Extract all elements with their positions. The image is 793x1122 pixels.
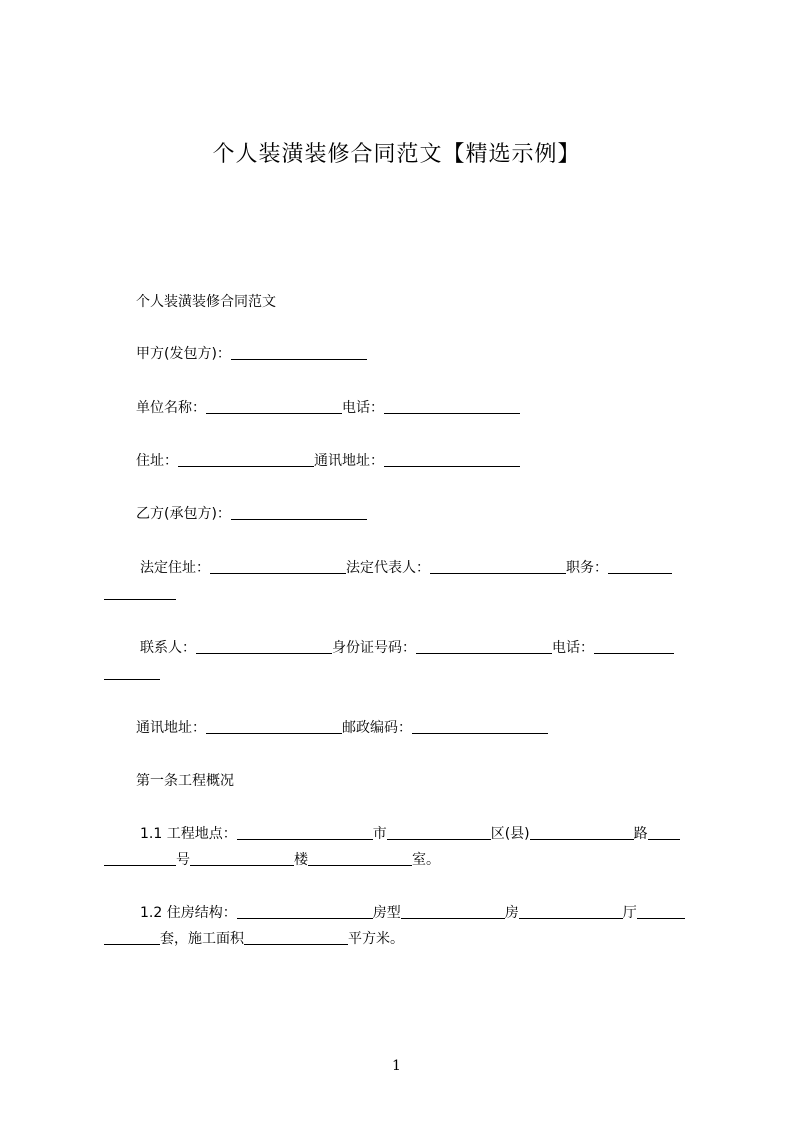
position-blank-cont [104, 585, 176, 600]
postal-code-label: 邮政编码： [342, 720, 412, 736]
mailing-address-2-blank [206, 719, 342, 734]
mailing-line [104, 715, 704, 741]
unit-name-label: 单位名称： [136, 400, 206, 416]
room-label: 室。 [412, 852, 440, 868]
city-label: 市 [372, 826, 387, 842]
item-1-2-line [104, 900, 704, 926]
district-label: 区(县) [490, 826, 530, 842]
contact-line [104, 635, 704, 661]
item-1-2-label: 1.2 住房结构： [140, 905, 237, 921]
party-a-blank [231, 345, 367, 360]
party-b-line [104, 501, 704, 527]
area-blank [244, 930, 348, 945]
item-1-1-label: 1.1 工程地点： [140, 826, 237, 842]
location-blank [237, 825, 373, 840]
address-line [104, 448, 704, 474]
legal-address-label: 法定住址： [140, 560, 210, 576]
number-blank [104, 851, 176, 866]
position-label: 职务： [566, 560, 608, 576]
address-blank [178, 452, 314, 467]
article-1-line [104, 768, 704, 794]
room-type-blank [401, 904, 505, 919]
legal-address-line-2 [104, 581, 704, 607]
id-number-blank [416, 639, 552, 654]
road-label: 路 [633, 826, 648, 842]
document-title: 个人装潢装修合同范文【精选示例】 [212, 142, 581, 167]
mailing-address-blank [384, 452, 520, 467]
contact-line-2 [104, 661, 704, 687]
mailing-address-2-label: 通讯地址： [136, 720, 206, 736]
page-number: 1 [392, 1058, 401, 1074]
item-1-1-line [104, 821, 704, 847]
party-a-label: 甲方(发包方)： [136, 346, 231, 362]
room-type-label: 房型 [372, 905, 401, 921]
set-area-label: 套，施工面积 [160, 931, 244, 947]
legal-address-line [104, 555, 704, 581]
building-blank [190, 851, 294, 866]
item-1-2-line-2 [104, 926, 704, 952]
city-blank [387, 825, 491, 840]
unit-name-line [104, 395, 704, 421]
article-1-heading: 第一条工程概况 [136, 773, 234, 789]
structure-blank [237, 904, 373, 919]
subtitle-line [104, 289, 704, 315]
contact-label: 联系人： [140, 640, 196, 656]
item-1-1-line-2 [104, 847, 704, 873]
position-blank [608, 559, 672, 574]
legal-address-blank [210, 559, 346, 574]
building-label: 楼 [294, 852, 308, 868]
contact-phone-label: 电话： [552, 640, 594, 656]
unit-name-blank [206, 399, 342, 414]
road-blank [648, 825, 680, 840]
subtitle: 个人装潢装修合同范文 [136, 294, 276, 310]
address-label: 住址： [136, 453, 178, 469]
party-a-line [104, 341, 704, 367]
party-b-label: 乙方(承包方)： [136, 506, 231, 522]
room-blank [308, 851, 412, 866]
rooms-blank [519, 904, 623, 919]
postal-code-blank [412, 719, 548, 734]
contact-phone-blank [594, 639, 674, 654]
legal-rep-blank [430, 559, 566, 574]
legal-rep-label: 法定代表人： [346, 560, 430, 576]
phone-label: 电话： [342, 400, 384, 416]
party-b-blank [231, 505, 367, 520]
number-label: 号 [176, 852, 190, 868]
contact-blank [196, 639, 332, 654]
phone-blank [384, 399, 520, 414]
hall-label: 厅 [622, 905, 637, 921]
set-blank [104, 930, 160, 945]
mailing-address-label: 通讯地址： [314, 453, 384, 469]
area-unit-label: 平方米。 [348, 931, 404, 947]
rooms-label: 房 [504, 905, 519, 921]
district-blank [530, 825, 634, 840]
id-number-label: 身份证号码： [332, 640, 416, 656]
contact-phone-blank-cont [104, 665, 160, 680]
hall-blank [637, 904, 685, 919]
